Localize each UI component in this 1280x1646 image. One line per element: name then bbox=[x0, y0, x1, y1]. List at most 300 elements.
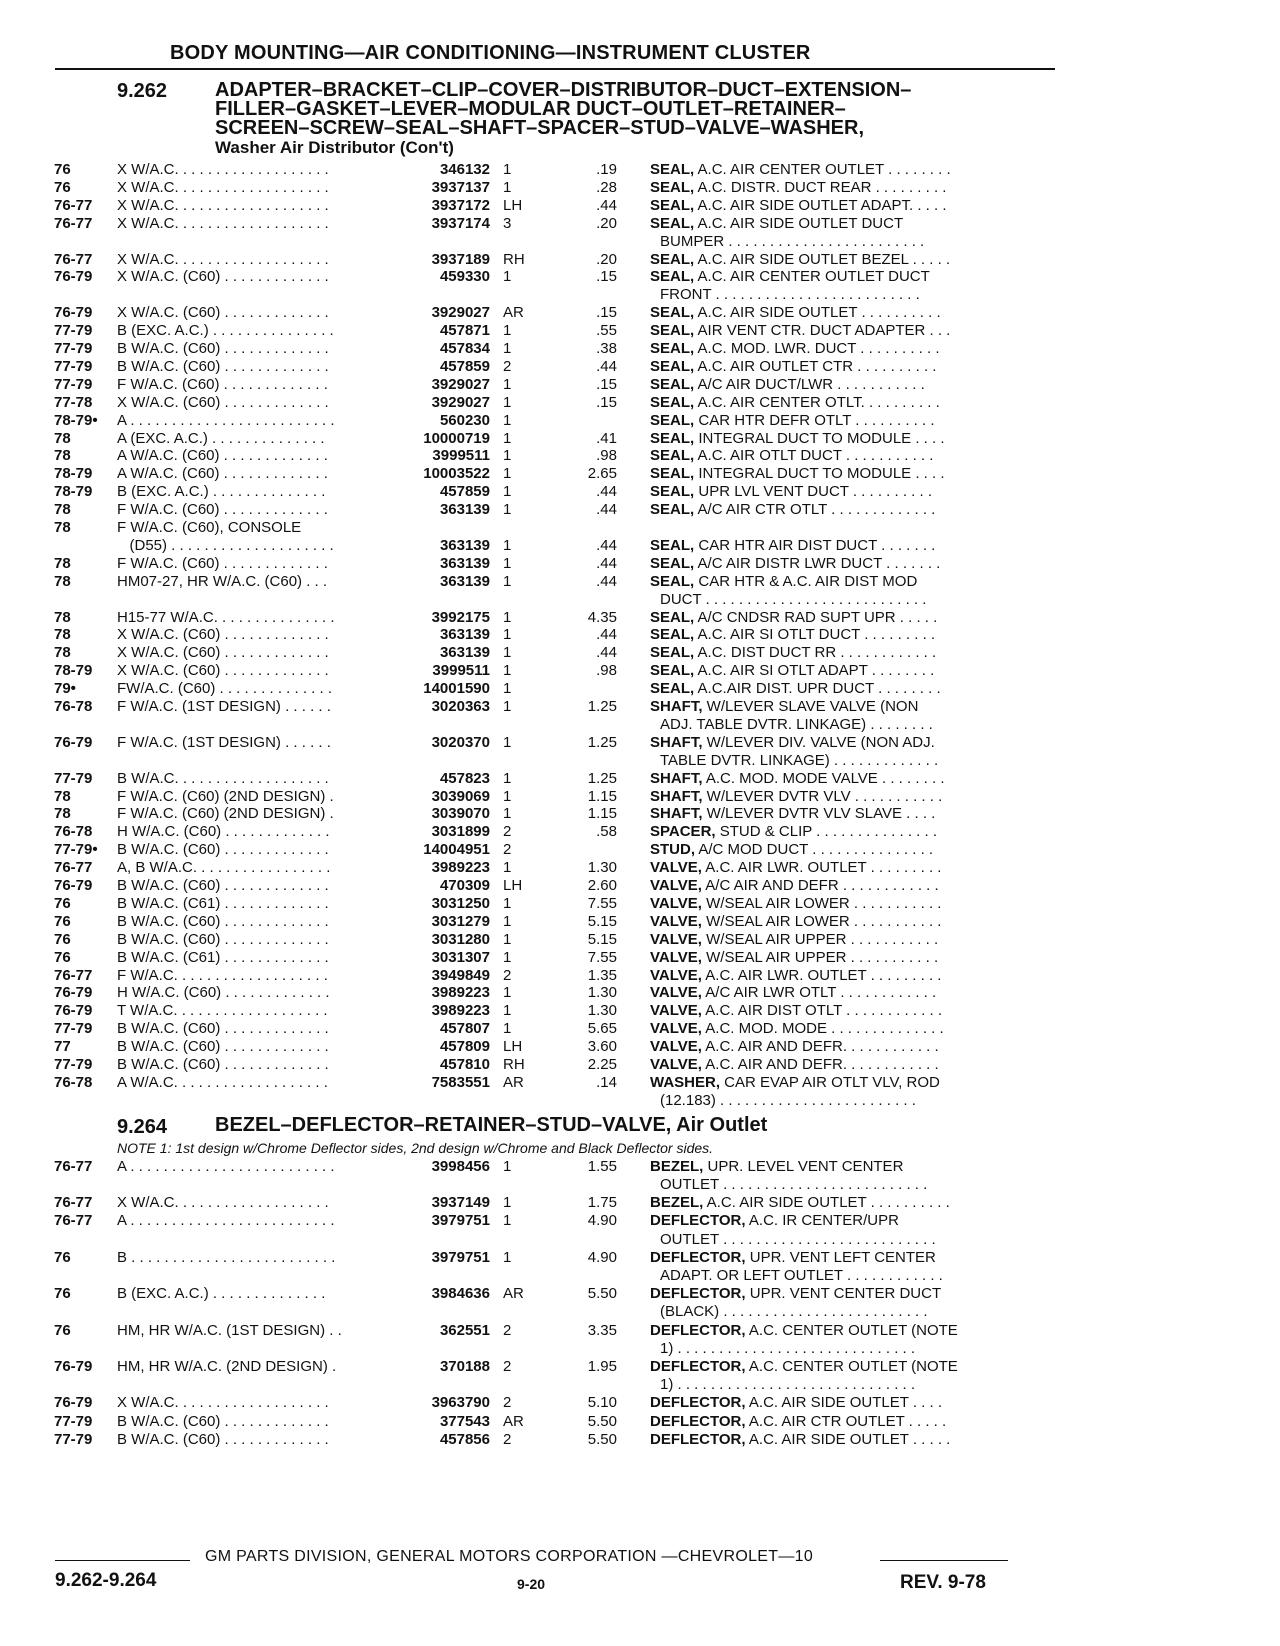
quantity: 1 bbox=[503, 554, 512, 572]
model-year: 77-79• bbox=[54, 841, 98, 859]
description bbox=[650, 412, 1010, 430]
description bbox=[650, 465, 1010, 483]
description-text: A.C. AIR SIDE OUTLET . . . . . . . . . . bbox=[694, 304, 941, 322]
model-year: 76-79 bbox=[54, 877, 93, 894]
description-keyword: SEAL, bbox=[650, 429, 695, 447]
price: .41 bbox=[596, 429, 617, 447]
description-keyword: DEFLECTOR, bbox=[650, 1212, 746, 1230]
quantity: 1 bbox=[503, 447, 512, 465]
description-continuation: (12.183) . . . . . . . . . . . . . . . . . . . . . . . . bbox=[660, 1091, 916, 1109]
description-text: CAR HTR DEFR OTLT . . . . . . . . . . bbox=[694, 411, 935, 429]
description bbox=[650, 895, 1010, 913]
model-year: 77-79 bbox=[54, 357, 93, 375]
application: A W/A.C. . . . . . . . . . . . . . . . . . . bbox=[117, 1073, 328, 1091]
part-number: 3937174 bbox=[431, 214, 490, 232]
description-continuation: OUTLET . . . . . . . . . . . . . . . . . . . . . . . . . . bbox=[660, 1230, 936, 1248]
page-header bbox=[55, 38, 1055, 70]
footer-rule-right bbox=[880, 1560, 1008, 1561]
description bbox=[650, 1413, 1010, 1431]
model-year: 77-79 bbox=[54, 769, 93, 787]
price: .98 bbox=[596, 447, 617, 465]
description-keyword: SEAL, bbox=[650, 608, 695, 626]
description-keyword: SEAL, bbox=[650, 554, 695, 572]
description bbox=[650, 841, 1010, 859]
description bbox=[650, 770, 1010, 788]
application: F W/A.C. (C60) . . . . . . . . . . . . . bbox=[117, 501, 328, 519]
description bbox=[650, 251, 1010, 269]
description bbox=[650, 179, 1010, 197]
model-year: 76-77 bbox=[54, 196, 93, 214]
part-number: 3031279 bbox=[431, 912, 490, 930]
part-number: 3020363 bbox=[431, 698, 490, 715]
application: F W/A.C. (C60) (2ND DESIGN) . bbox=[117, 805, 334, 823]
quantity: 2 bbox=[503, 966, 512, 984]
price: 1.35 bbox=[587, 966, 617, 984]
quantity: 1 bbox=[503, 680, 512, 698]
part-number: 3989223 bbox=[431, 1002, 490, 1020]
footer-section-range: 9.262-9.264 bbox=[55, 1570, 157, 1591]
application: H W/A.C. (C60) . . . . . . . . . . . . . bbox=[117, 823, 330, 841]
description-text: A.C. DIST DUCT RR . . . . . . . . . . . . bbox=[694, 644, 937, 662]
description-text: A.C. AIR LWR. OUTLET . . . . . . . . . bbox=[701, 859, 942, 877]
description-keyword: DEFLECTOR, bbox=[650, 1412, 746, 1430]
description bbox=[650, 984, 1010, 1002]
model-year: 77-79 bbox=[54, 1056, 93, 1073]
description-text: INTEGRAL DUCT TO MODULE . . . . bbox=[694, 429, 945, 447]
description-keyword: SEAL, bbox=[650, 536, 695, 554]
quantity: 1 bbox=[503, 1248, 512, 1266]
description-continuation: BUMPER . . . . . . . . . . . . . . . . . . . . . . . . bbox=[660, 232, 925, 250]
part-number: 457810 bbox=[439, 1056, 490, 1073]
description-text: A.C. MOD. LWR. DUCT . . . . . . . . . . bbox=[694, 340, 940, 357]
part-number: 457859 bbox=[439, 357, 490, 375]
part-number: 363139 bbox=[439, 501, 490, 519]
price: 5.50 bbox=[587, 1285, 617, 1303]
model-year: 76-79 bbox=[54, 268, 93, 286]
description-text: W/SEAL AIR LOWER . . . . . . . . . . . bbox=[701, 912, 942, 930]
model-year: 76-79 bbox=[54, 1394, 93, 1412]
part-number: 370188 bbox=[439, 1357, 490, 1375]
description-continuation: DUCT . . . . . . . . . . . . . . . . . . . . . . . . . . . bbox=[660, 590, 927, 608]
model-year: 78 bbox=[54, 572, 71, 590]
part-number: 10000719 bbox=[423, 429, 490, 447]
model-year: 78-79 bbox=[54, 662, 93, 680]
part-number: 3979751 bbox=[431, 1248, 490, 1266]
description-text: A.C. MOD. MODE . . . . . . . . . . . . . . bbox=[701, 1020, 944, 1038]
description-text: A.C. AIR LWR. OUTLET . . . . . . . . . bbox=[701, 966, 942, 984]
part-number: 457859 bbox=[439, 483, 490, 501]
description-keyword: SEAL, bbox=[650, 465, 695, 483]
part-number: 362551 bbox=[439, 1321, 490, 1339]
description-continuation: 1) . . . . . . . . . . . . . . . . . . . . . . . . . . . . . bbox=[660, 1376, 916, 1394]
price: 5.65 bbox=[587, 1020, 617, 1038]
description-text: A.C. IR CENTER/UPR bbox=[745, 1212, 899, 1230]
model-year: 77-79 bbox=[54, 375, 93, 393]
description-keyword: SEAL, bbox=[650, 411, 695, 429]
quantity: 1 bbox=[503, 805, 512, 823]
description-text: W/LEVER DVTR VLV SLAVE . . . . bbox=[702, 805, 936, 823]
quantity: AR bbox=[503, 304, 524, 322]
description-text: A.C. AIR SIDE OUTLET . . . . . . . . . . bbox=[703, 1194, 950, 1212]
description bbox=[650, 322, 1010, 340]
description-text: A.C. MOD. MODE VALVE . . . . . . . . bbox=[702, 769, 945, 787]
quantity: 2 bbox=[503, 823, 512, 841]
part-number: 3998456 bbox=[431, 1157, 490, 1175]
description bbox=[650, 877, 1010, 895]
model-year: 78-79 bbox=[54, 465, 93, 483]
description-text: A.C. AIR AND DEFR. . . . . . . . . . . . bbox=[701, 1038, 939, 1056]
description-text: A.C. AIR SIDE OUTLET . . . . . bbox=[745, 1430, 951, 1448]
description bbox=[650, 859, 1010, 877]
part-number: 3929027 bbox=[431, 304, 490, 322]
price: .44 bbox=[596, 483, 617, 501]
description-keyword: SEAL, bbox=[650, 357, 695, 375]
quantity: 2 bbox=[503, 1357, 512, 1375]
application: X W/A.C. . . . . . . . . . . . . . . . . . . bbox=[117, 1194, 329, 1212]
description bbox=[650, 698, 1010, 716]
price: 5.50 bbox=[587, 1412, 617, 1430]
description bbox=[650, 680, 1010, 698]
application: B W/A.C. (C60) . . . . . . . . . . . . . bbox=[117, 841, 329, 859]
description-keyword: SHAFT, bbox=[650, 805, 703, 823]
application: X W/A.C. . . . . . . . . . . . . . . . . . . bbox=[117, 161, 329, 178]
description bbox=[650, 1002, 1010, 1020]
application: X W/A.C. . . . . . . . . . . . . . . . . . . bbox=[117, 196, 329, 214]
quantity: RH bbox=[503, 1056, 525, 1073]
price: 5.10 bbox=[587, 1394, 617, 1412]
application: F W/A.C. (1ST DESIGN) . . . . . . bbox=[117, 733, 331, 751]
quantity: AR bbox=[503, 1285, 524, 1303]
application: F W/A.C. (C60), CONSOLE bbox=[117, 519, 302, 536]
price: .15 bbox=[596, 268, 617, 286]
quantity: 1 bbox=[503, 698, 512, 715]
price: 1.25 bbox=[587, 733, 617, 751]
price: 2.60 bbox=[587, 877, 617, 894]
part-number: 457856 bbox=[439, 1430, 490, 1448]
description-keyword: SEAL, bbox=[650, 662, 695, 680]
description-keyword: DEFLECTOR, bbox=[650, 1285, 746, 1303]
price: 4.35 bbox=[587, 608, 617, 626]
description-text: STUD & CLIP . . . . . . . . . . . . . . . bbox=[715, 823, 938, 841]
price: .15 bbox=[596, 375, 617, 393]
price: .55 bbox=[596, 322, 617, 340]
description-keyword: VALVE, bbox=[650, 1020, 702, 1038]
description-text: A.C. AIR SI OTLT ADAPT . . . . . . . . bbox=[694, 662, 935, 680]
quantity: 2 bbox=[503, 841, 512, 859]
quantity: 1 bbox=[503, 375, 512, 393]
description-keyword: STUD, bbox=[650, 841, 695, 859]
model-year: 78 bbox=[54, 447, 71, 465]
description-text: A/C AIR AND DEFR . . . . . . . . . . . . bbox=[701, 877, 939, 894]
description-text: A.C.AIR DIST. UPR DUCT . . . . . . . . bbox=[694, 680, 941, 698]
application: B W/A.C. (C60) . . . . . . . . . . . . . bbox=[117, 1430, 329, 1448]
application: F W/A.C. (C60) . . . . . . . . . . . . . bbox=[117, 375, 328, 393]
description-text: A.C. AIR AND DEFR. . . . . . . . . . . . bbox=[701, 1056, 939, 1073]
quantity: 1 bbox=[503, 483, 512, 501]
quantity: 1 bbox=[503, 912, 512, 930]
application: B W/A.C. (C60) . . . . . . . . . . . . . bbox=[117, 877, 329, 894]
application: (D55) . . . . . . . . . . . . . . . . . . . . bbox=[117, 536, 334, 554]
model-year: 76-77 bbox=[54, 214, 93, 232]
description bbox=[650, 644, 1010, 662]
description bbox=[650, 1158, 1010, 1176]
description bbox=[650, 734, 1010, 752]
description-text: A/C MOD DUCT . . . . . . . . . . . . . . . bbox=[695, 841, 934, 859]
model-year: 77-79 bbox=[54, 322, 93, 340]
page-title: BODY MOUNTING—AIR CONDITIONING—INSTRUMENT CLUSTER bbox=[170, 42, 811, 64]
description-keyword: VALVE, bbox=[650, 912, 702, 930]
description-keyword: SEAL, bbox=[650, 501, 695, 519]
description-text: CAR EVAP AIR OTLT VLV, ROD bbox=[720, 1073, 940, 1091]
model-year: 76-78 bbox=[54, 823, 93, 841]
part-number: 3963790 bbox=[431, 1394, 490, 1412]
description bbox=[650, 931, 1010, 949]
application: B W/A.C. (C60) . . . . . . . . . . . . . bbox=[117, 1038, 329, 1056]
model-year: 77-79 bbox=[54, 340, 93, 357]
section-title-line-3: SCREEN–SCREW–SEAL–SHAFT–SPACER–STUD–VALVE–WASHER, bbox=[215, 117, 865, 139]
part-number: 7583551 bbox=[431, 1073, 490, 1091]
quantity: 1 bbox=[503, 984, 512, 1002]
application: B W/A.C. (C60) . . . . . . . . . . . . . bbox=[117, 340, 329, 357]
description-keyword: SEAL, bbox=[650, 340, 695, 357]
part-number: 363139 bbox=[439, 644, 490, 662]
description bbox=[650, 304, 1010, 322]
description bbox=[650, 340, 1010, 358]
description-text: A.C. AIR CTR OUTLET . . . . . bbox=[745, 1412, 947, 1430]
description-keyword: SEAL, bbox=[650, 483, 695, 501]
part-number: 3031280 bbox=[431, 930, 490, 948]
part-number: 14001590 bbox=[423, 680, 490, 698]
description-keyword: VALVE, bbox=[650, 984, 702, 1002]
model-year: 76-77 bbox=[54, 1194, 93, 1212]
description-text: W/LEVER DIV. VALVE (NON ADJ. bbox=[702, 733, 935, 751]
description-text: A.C. AIR CENTER OTLT. . . . . . . . . . bbox=[694, 393, 940, 411]
description bbox=[650, 573, 1010, 591]
description-text: W/SEAL AIR LOWER . . . . . . . . . . . bbox=[701, 894, 942, 912]
price: 1.15 bbox=[587, 787, 617, 805]
model-year: 76 bbox=[54, 930, 71, 948]
quantity: 1 bbox=[503, 178, 512, 196]
description-text: A/C CNDSR RAD SUPT UPR . . . . . bbox=[694, 608, 938, 626]
quantity: 1 bbox=[503, 859, 512, 877]
quantity: 1 bbox=[503, 536, 512, 554]
application: X W/A.C. (C60) . . . . . . . . . . . . . bbox=[117, 393, 329, 411]
model-year: 76-79 bbox=[54, 304, 93, 322]
model-year: 78-79 bbox=[54, 483, 93, 501]
description-keyword: VALVE, bbox=[650, 930, 702, 948]
application: X W/A.C. . . . . . . . . . . . . . . . . . . bbox=[117, 214, 329, 232]
price: 1.25 bbox=[587, 769, 617, 787]
quantity: 2 bbox=[503, 1430, 512, 1448]
quantity: 1 bbox=[503, 930, 512, 948]
quantity: 1 bbox=[503, 268, 512, 286]
model-year: 76 bbox=[54, 948, 71, 966]
description-keyword: SEAL, bbox=[650, 375, 695, 393]
description-keyword: SHAFT, bbox=[650, 769, 703, 787]
description-keyword: WASHER, bbox=[650, 1073, 721, 1091]
description bbox=[650, 1212, 1010, 1230]
price: .20 bbox=[596, 214, 617, 232]
application: B W/A.C. (C60) . . . . . . . . . . . . . bbox=[117, 912, 329, 930]
price: .38 bbox=[596, 340, 617, 357]
application: F W/A.C. (C60) (2ND DESIGN) . bbox=[117, 787, 334, 805]
application: X W/A.C. (C60) . . . . . . . . . . . . . bbox=[117, 304, 329, 322]
price: 1.75 bbox=[587, 1194, 617, 1212]
description-keyword: DEFLECTOR, bbox=[650, 1394, 746, 1412]
description-keyword: SHAFT, bbox=[650, 733, 703, 751]
part-number: 3031250 bbox=[431, 894, 490, 912]
model-year: 76-77 bbox=[54, 250, 93, 268]
description bbox=[650, 1394, 1010, 1412]
section-number: 9.264 bbox=[117, 1115, 168, 1138]
price: 7.55 bbox=[587, 894, 617, 912]
price: 4.90 bbox=[587, 1248, 617, 1266]
price: 1.15 bbox=[587, 805, 617, 823]
price: 1.30 bbox=[587, 1002, 617, 1020]
model-year: 76-79 bbox=[54, 733, 93, 751]
application: HM, HR W/A.C. (2ND DESIGN) . bbox=[117, 1357, 337, 1375]
price: 5.15 bbox=[587, 912, 617, 930]
description bbox=[650, 358, 1010, 376]
description-keyword: BEZEL, bbox=[650, 1157, 704, 1175]
description bbox=[650, 537, 1010, 555]
part-number: 457809 bbox=[439, 1038, 490, 1056]
model-year: 78 bbox=[54, 554, 71, 572]
quantity: AR bbox=[503, 1412, 524, 1430]
description-text: A.C. AIR SIDE OUTLET ADAPT. . . . . bbox=[694, 196, 947, 214]
section-title-line-2: FILLER–GASKET–LEVER–MODULAR DUCT–OUTLET–RETAINER– bbox=[215, 98, 846, 120]
quantity: 1 bbox=[503, 1212, 512, 1230]
part-number: 3999511 bbox=[432, 662, 490, 680]
price: 1.30 bbox=[587, 984, 617, 1002]
part-number: 3989223 bbox=[431, 984, 490, 1002]
part-number: 3937149 bbox=[431, 1194, 490, 1212]
model-year: 76 bbox=[54, 912, 71, 930]
description-keyword: VALVE, bbox=[650, 948, 702, 966]
part-number: 3031307 bbox=[431, 948, 490, 966]
description bbox=[650, 1194, 1010, 1212]
model-year: 78 bbox=[54, 429, 71, 447]
part-number: 363139 bbox=[439, 572, 490, 590]
model-year: 77-79 bbox=[54, 1412, 93, 1430]
model-year: 76-79 bbox=[54, 1357, 93, 1375]
description-text: A/C AIR LWR OTLT . . . . . . . . . . . . bbox=[701, 984, 937, 1002]
quantity: 1 bbox=[503, 644, 512, 662]
model-year: 76-77 bbox=[54, 966, 93, 984]
part-number: 363139 bbox=[439, 554, 490, 572]
description bbox=[650, 501, 1010, 519]
model-year: 78 bbox=[54, 644, 71, 662]
description-continuation: TABLE DVTR. LINKAGE) . . . . . . . . . . . . . bbox=[660, 751, 939, 769]
model-year: 76-77 bbox=[54, 1157, 93, 1175]
quantity: 1 bbox=[503, 411, 512, 429]
quantity: LH bbox=[503, 877, 523, 894]
price: .44 bbox=[596, 196, 617, 214]
description bbox=[650, 394, 1010, 412]
quantity: 1 bbox=[503, 393, 512, 411]
description bbox=[650, 1431, 1010, 1449]
price: 1.95 bbox=[587, 1357, 617, 1375]
part-number: 457871 bbox=[439, 322, 490, 340]
model-year: 77-79 bbox=[54, 1020, 93, 1038]
price: 5.50 bbox=[587, 1430, 617, 1448]
application: B W/A.C. . . . . . . . . . . . . . . . . . . bbox=[117, 769, 329, 787]
description-text: W/LEVER DVTR VLV . . . . . . . . . . . bbox=[702, 787, 943, 805]
quantity: 1 bbox=[503, 769, 512, 787]
description-text: A.C. AIR SIDE OUTLET . . . . bbox=[745, 1394, 943, 1412]
part-number: 3999511 bbox=[432, 447, 490, 465]
application: A W/A.C. (C60) . . . . . . . . . . . . . bbox=[117, 465, 328, 483]
model-year: 78 bbox=[54, 626, 71, 644]
section-subtitle: Washer Air Distributor (Con't) bbox=[215, 138, 454, 157]
price: 3.60 bbox=[587, 1038, 617, 1056]
description-keyword: DEFLECTOR, bbox=[650, 1321, 746, 1339]
application: B W/A.C. (C61) . . . . . . . . . . . . . bbox=[117, 948, 329, 966]
price: 5.15 bbox=[587, 930, 617, 948]
price: 4.90 bbox=[587, 1212, 617, 1230]
description bbox=[650, 555, 1010, 573]
quantity: 1 bbox=[503, 429, 512, 447]
part-number: 3039070 bbox=[431, 805, 490, 823]
quantity: 2 bbox=[503, 1394, 512, 1412]
description-keyword: SEAL, bbox=[650, 393, 695, 411]
description-keyword: SPACER, bbox=[650, 823, 716, 841]
description bbox=[650, 268, 1010, 286]
description-text: A/C AIR DUCT/LWR . . . . . . . . . . . bbox=[694, 375, 925, 393]
part-number: 363139 bbox=[439, 626, 490, 644]
application: A . . . . . . . . . . . . . . . . . . . . . . . . . bbox=[117, 1212, 335, 1230]
description-text: A.C. AIR OUTLET CTR . . . . . . . . . . bbox=[694, 357, 937, 375]
description-continuation: (BLACK) . . . . . . . . . . . . . . . . . . . . . . . . . bbox=[660, 1303, 928, 1321]
part-number: 470309 bbox=[439, 877, 490, 894]
application: X W/A.C. (C60) . . . . . . . . . . . . . bbox=[117, 644, 329, 662]
application: H W/A.C. (C60) . . . . . . . . . . . . . bbox=[117, 984, 330, 1002]
application: X W/A.C. . . . . . . . . . . . . . . . . . . bbox=[117, 1394, 329, 1412]
price: .44 bbox=[596, 554, 617, 572]
model-year: 76 bbox=[54, 1285, 71, 1303]
part-number: 363139 bbox=[439, 536, 490, 554]
description bbox=[650, 609, 1010, 627]
description-keyword: SEAL, bbox=[650, 447, 695, 465]
description-text: W/SEAL AIR UPPER . . . . . . . . . . . bbox=[701, 948, 939, 966]
description bbox=[650, 430, 1010, 448]
description bbox=[650, 788, 1010, 806]
description bbox=[650, 1249, 1010, 1267]
description bbox=[650, 1038, 1010, 1056]
quantity: 1 bbox=[503, 608, 512, 626]
description bbox=[650, 662, 1010, 680]
model-year: 77-79 bbox=[54, 1430, 93, 1448]
description bbox=[650, 823, 1010, 841]
description bbox=[650, 215, 1010, 233]
description bbox=[650, 161, 1010, 179]
quantity: LH bbox=[503, 196, 523, 214]
price: 3.35 bbox=[587, 1321, 617, 1339]
description bbox=[650, 949, 1010, 967]
part-number: 3937172 bbox=[431, 196, 490, 214]
application: B (EXC. A.C.) . . . . . . . . . . . . . . bbox=[117, 1285, 326, 1303]
part-number: 3031899 bbox=[431, 823, 490, 841]
description-continuation: ADAPT. OR LEFT OUTLET . . . . . . . . . . . . bbox=[660, 1266, 943, 1284]
description-keyword: SEAL, bbox=[650, 322, 695, 340]
model-year: 78-79• bbox=[54, 411, 98, 429]
description-text: A/C AIR CTR OTLT . . . . . . . . . . . . . bbox=[694, 501, 936, 519]
description-text: A.C. AIR OTLT DUCT . . . . . . . . . . . bbox=[694, 447, 934, 465]
model-year: 76-77 bbox=[54, 1212, 93, 1230]
description-keyword: SEAL, bbox=[650, 178, 695, 196]
quantity: 1 bbox=[503, 662, 512, 680]
description-keyword: SEAL, bbox=[650, 644, 695, 662]
